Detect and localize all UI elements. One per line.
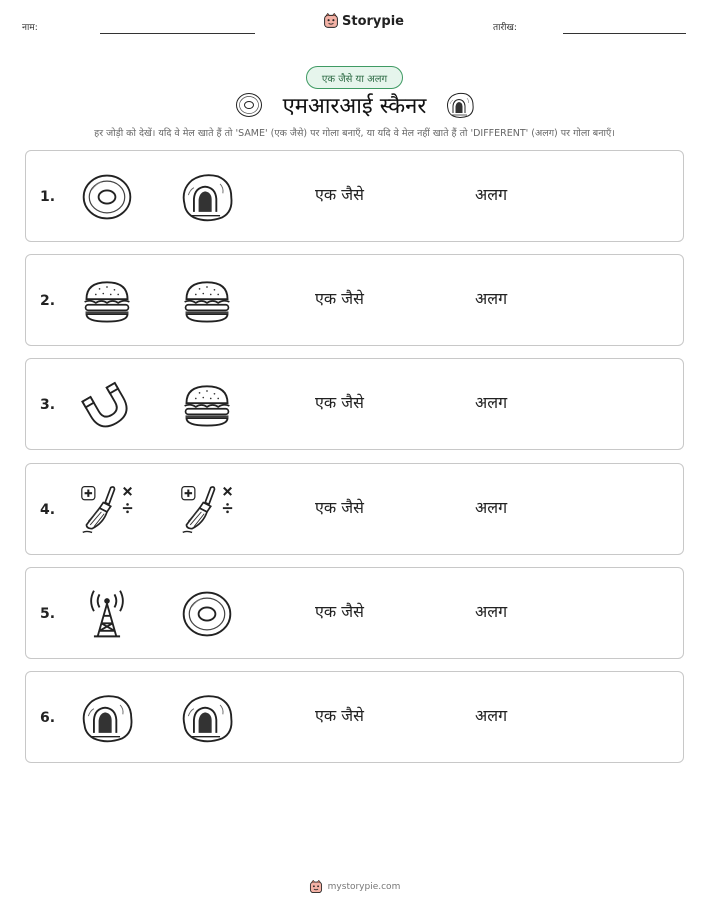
- donut-icon: [178, 586, 236, 642]
- burger-icon: [178, 273, 236, 329]
- donut-icon: [78, 169, 136, 225]
- question-card: [25, 671, 684, 763]
- name-field-line[interactable]: [100, 33, 255, 34]
- rock-tunnel-icon: [178, 690, 236, 746]
- brand-name: Storypie: [342, 13, 404, 29]
- question-card: [25, 463, 684, 555]
- radio-tower-icon: [78, 586, 136, 642]
- footer-url: mystorypie.com: [327, 882, 401, 892]
- worksheet-type-badge: एक जैसे या अलग: [306, 66, 403, 89]
- donut-icon: [233, 90, 265, 120]
- option-same[interactable]: एक जैसे: [315, 602, 364, 621]
- name-label: नाम:: [22, 23, 38, 33]
- rock-tunnel-icon: [178, 169, 236, 225]
- option-same[interactable]: एक जैसे: [315, 706, 364, 725]
- question-card: [25, 254, 684, 346]
- option-different[interactable]: अलग: [475, 602, 508, 621]
- option-same[interactable]: एक जैसे: [315, 498, 364, 517]
- footer: [0, 880, 709, 894]
- instructions: हर जोड़ी को देखें। यदि वे मेल खाते हैं तो 'SAME' (एक जैसे) पर गोला बनाएँ, या यदि वे मेल नहीं खाते हैं तो 'DIFFERENT' (अलग) पर गोला बनाएँ।: [94, 128, 615, 139]
- magnet-icon: [78, 377, 136, 433]
- question-number: 4.: [40, 502, 56, 518]
- title-row: [0, 90, 709, 120]
- question-number: 5.: [40, 606, 56, 622]
- question-number: 6.: [40, 710, 56, 726]
- question-card: [25, 567, 684, 659]
- option-same[interactable]: एक जैसे: [315, 185, 364, 204]
- storypie-mascot-icon: [309, 880, 323, 894]
- option-different[interactable]: अलग: [475, 498, 508, 517]
- storypie-mascot-icon: [323, 13, 339, 29]
- option-same[interactable]: एक जैसे: [315, 393, 364, 412]
- option-different[interactable]: अलग: [475, 393, 508, 412]
- math-brush-icon: [178, 482, 236, 538]
- question-number: 3.: [40, 397, 56, 413]
- option-different[interactable]: अलग: [475, 706, 508, 725]
- question-card: [25, 150, 684, 242]
- option-different[interactable]: अलग: [475, 289, 508, 308]
- option-different[interactable]: अलग: [475, 185, 508, 204]
- date-label: तारीख:: [493, 23, 517, 33]
- storypie-logo: [323, 13, 404, 29]
- rock-tunnel-icon: [444, 90, 476, 120]
- option-same[interactable]: एक जैसे: [315, 289, 364, 308]
- question-card: [25, 358, 684, 450]
- question-number: 1.: [40, 189, 56, 205]
- date-field-line[interactable]: [563, 33, 686, 34]
- burger-icon: [78, 273, 136, 329]
- page-title: एमआरआई स्कैनर: [282, 94, 427, 119]
- question-number: 2.: [40, 293, 56, 309]
- burger-icon: [178, 377, 236, 433]
- rock-tunnel-icon: [78, 690, 136, 746]
- math-brush-icon: [78, 482, 136, 538]
